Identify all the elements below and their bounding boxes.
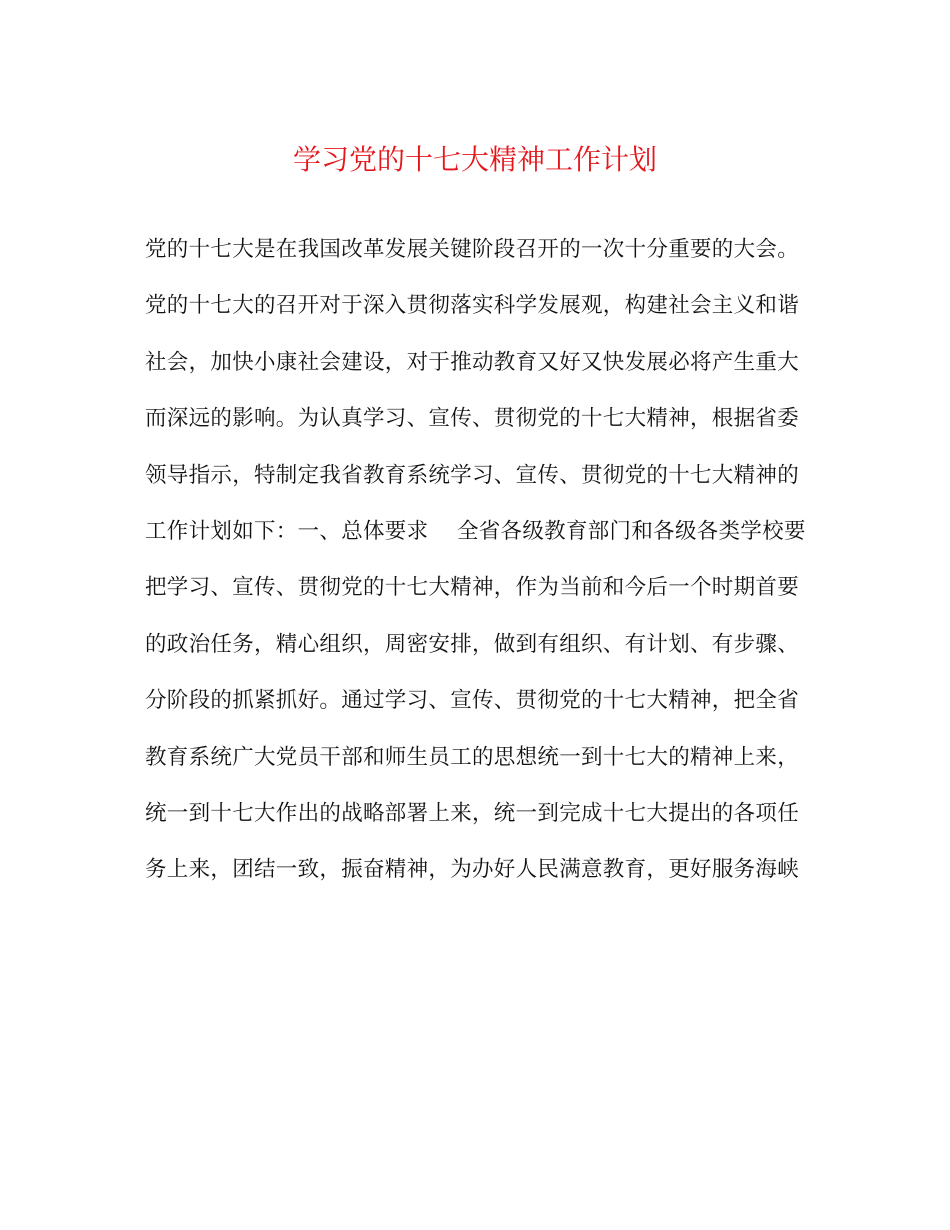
document-title: 学习党的十七大精神工作计划 <box>292 143 657 176</box>
body-line: 分阶段的抓紧抓好。通过学习、宣传、贯彻党的十七大精神，把全省 <box>145 688 800 714</box>
body-line: 社会，加快小康社会建设，对于推动教育又好又快发展必将产生重大 <box>145 349 800 375</box>
body-line: 统一到十七大作出的战略部署上来，统一到完成十七大提出的各项任 <box>145 800 800 826</box>
body-line: 把学习、宣传、贯彻党的十七大精神，作为当前和今后一个时期首要 <box>145 575 800 601</box>
body-line: 务上来，团结一致，振奋精神，为办好人民满意教育，更好服务海峡 <box>145 857 800 883</box>
body-line: 领导指示，特制定我省教育系统学习、宣传、贯彻党的十七大精神的 <box>145 462 800 488</box>
document-body <box>145 222 805 899</box>
body-line: 工作计划如下：一、总体要求 全省各级教育部门和各级各类学校要 <box>145 518 806 544</box>
body-line: 党的十七大是在我国改革发展关键阶段召开的一次十分重要的大会。 <box>145 237 800 262</box>
body-line: 而深远的影响。为认真学习、宣传、贯彻党的十七大精神，根据省委 <box>145 406 800 432</box>
body-line: 的政治任务，精心组织，周密安排，做到有组织、有计划、有步骤、 <box>145 631 800 657</box>
body-line: 教育系统广大党员干部和师生员工的思想统一到十七大的精神上来， <box>145 744 800 770</box>
body-line: 党的十七大的召开对于深入贯彻落实科学发展观，构建社会主义和谐 <box>145 293 800 319</box>
